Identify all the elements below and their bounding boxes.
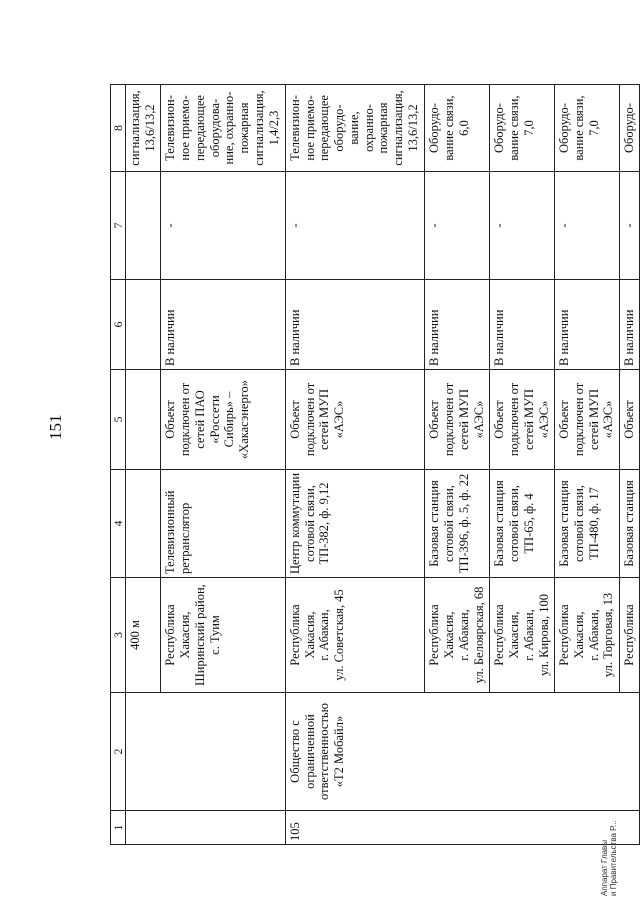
- cell: Республика Хакасия, г. Абакан, ул. Белоярская, 68: [425, 578, 490, 693]
- cell: [126, 811, 286, 845]
- cell: Объект подключен от сетей МУП «АЭС»: [555, 370, 620, 470]
- cell: 400 м: [126, 578, 161, 693]
- cell: В наличии: [285, 280, 425, 370]
- cell: Республика: [619, 578, 639, 693]
- cell: В наличии: [490, 280, 555, 370]
- cell: Базовая станция сотовой связи, ТП-65, ф. 4: [490, 470, 555, 578]
- cell: Объект подключен от сетей МУП «АЭС»: [425, 370, 490, 470]
- cell: Республика Хакасия, г. Абакан, ул. Кирова, 100: [490, 578, 555, 693]
- table-row: [285, 85, 425, 845]
- cell: Базовая станция: [619, 470, 639, 578]
- header-row: [111, 85, 126, 845]
- cell: сигнализация, 13,6/13,2: [126, 85, 161, 172]
- cell: [126, 370, 161, 470]
- cell: Оборудо- вание связи, 6,0: [425, 85, 490, 172]
- cell: -: [490, 172, 555, 280]
- col-header: 7: [111, 172, 126, 280]
- cell: Телевизион- ное приемо- передающее оборудова- ние, охранно- пожарная сигнализация, 1,4/2,3: [161, 85, 286, 172]
- cell: В наличии: [161, 280, 286, 370]
- cell: Оборудо- вание связи, 7,0: [555, 85, 620, 172]
- cell: Базовая станция сотовой связи, ТП-480, ф. 17: [555, 470, 620, 578]
- cell: -: [425, 172, 490, 280]
- office-stamp: Аппарат Главы и Правительства Р...: [600, 820, 619, 896]
- rotated-table-wrapper: [110, 85, 640, 845]
- col-header: 2: [111, 693, 126, 811]
- cell: -: [285, 172, 425, 280]
- cell: Республика Хакасия, г. Абакан, ул. Торговая, 13: [555, 578, 620, 693]
- table-row: [126, 85, 161, 845]
- cell: [126, 172, 161, 280]
- cell: [126, 470, 161, 578]
- col-header: 5: [111, 370, 126, 470]
- col-header: 8: [111, 85, 126, 172]
- cell: Телевизион- ное приемо- передающее оборудо- вание, охранно- пожарная сигнализация, 13,6/13,2: [285, 85, 425, 172]
- cell: [126, 693, 286, 811]
- cell: В наличии: [425, 280, 490, 370]
- data-table: [110, 84, 640, 845]
- cell: -: [619, 172, 639, 280]
- cell: В наличии: [555, 280, 620, 370]
- cell: [126, 280, 161, 370]
- cell: Объект подключен от сетей ПАО «Россети Сибирь» – «Хакасэнерго»: [161, 370, 286, 470]
- cell: -: [161, 172, 286, 280]
- cell: Оборудо- вание связи, 7,0: [490, 85, 555, 172]
- cell: Республика Хакасия, Ширинский район, с. Туим: [161, 578, 286, 693]
- col-header: 6: [111, 280, 126, 370]
- cell: Оборудо-: [619, 85, 639, 172]
- cell: Центр коммутации сотовой связи, ТП-382, ф. 9,12: [285, 470, 425, 578]
- cell: 105: [285, 811, 639, 845]
- cell: Объект подключен от сетей МУП «АЭС»: [285, 370, 425, 470]
- col-header: 3: [111, 578, 126, 693]
- cell: В наличии: [619, 280, 639, 370]
- page-number: 151: [46, 414, 65, 440]
- cell: Телевизионный ретранслятор: [161, 470, 286, 578]
- col-header: 1: [111, 811, 126, 845]
- cell: Объект подключен от сетей МУП «АЭС»: [490, 370, 555, 470]
- cell: Общество с ограниченной ответственностью «Т2 Мобайл»: [285, 693, 639, 811]
- cell: Базовая станция сотовой связи, ТП-396, ф. 5, ф. 22: [425, 470, 490, 578]
- cell: Республика Хакасия, г. Абакан, ул. Советская, 45: [285, 578, 425, 693]
- cell: Объект: [619, 370, 639, 470]
- cell: -: [555, 172, 620, 280]
- col-header: 4: [111, 470, 126, 578]
